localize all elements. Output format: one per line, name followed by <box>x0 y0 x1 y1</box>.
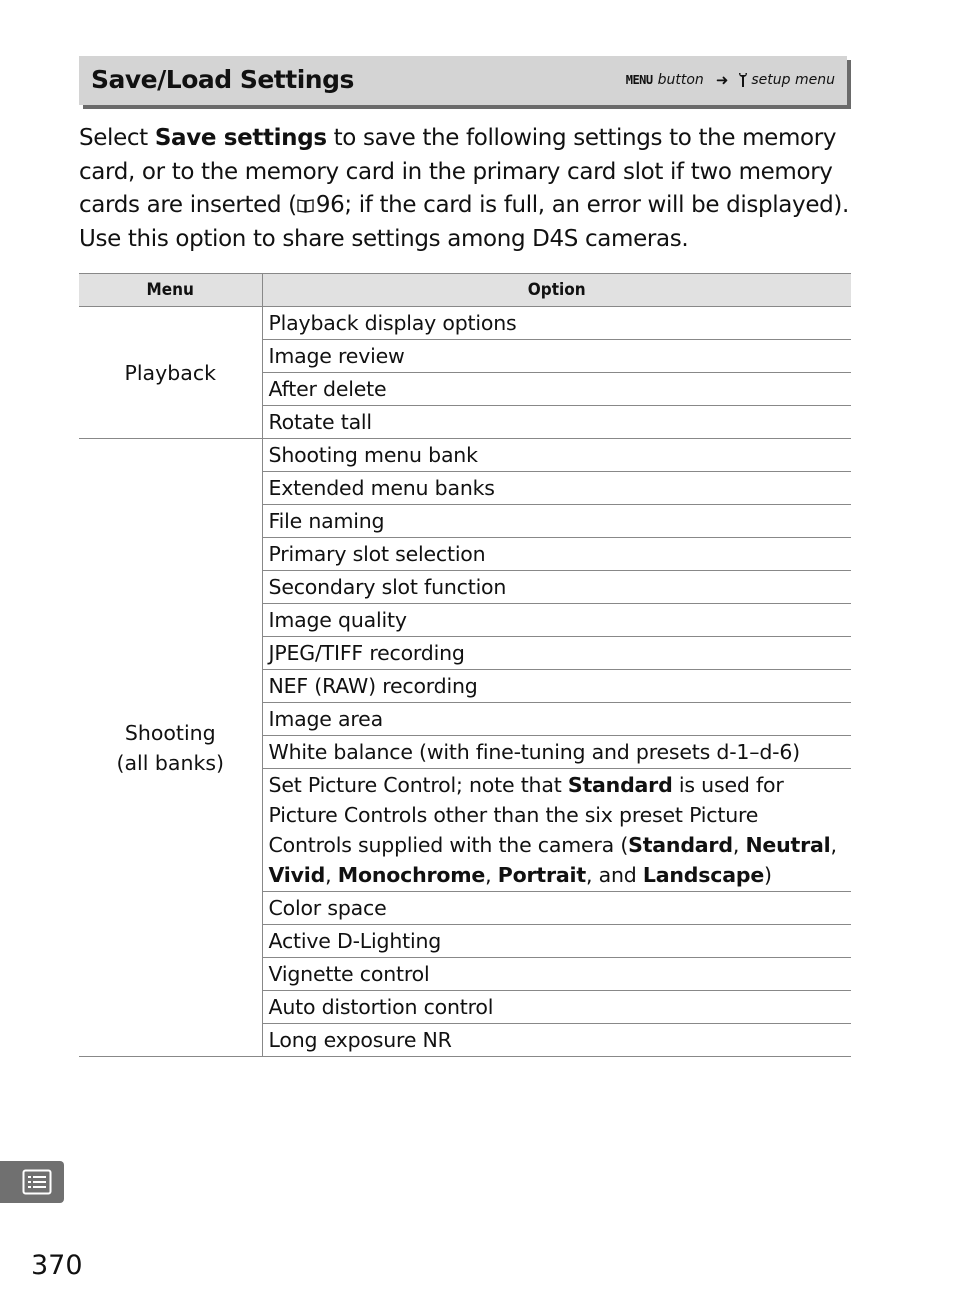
table-header-row <box>79 274 851 307</box>
option-separator: , <box>732 833 746 857</box>
option-separator: , <box>830 833 837 857</box>
option-cell: Vignette control <box>262 958 851 991</box>
option-cell: White balance (with fine-tuning and presets d-1–d-6) <box>262 736 851 769</box>
option-cell-picture-control <box>262 769 851 892</box>
option-separator: , <box>485 863 498 887</box>
option-cell: JPEG/TIFF recording <box>262 637 851 670</box>
option-bold-text: Standard <box>567 773 673 797</box>
arrow-right-icon: ➜ <box>715 71 729 89</box>
section-header <box>79 56 847 105</box>
menu-cell-shooting <box>79 439 262 1057</box>
option-text: Set Picture Control; note that <box>268 773 568 797</box>
breadcrumb <box>626 71 835 89</box>
option-separator: , <box>325 863 338 887</box>
option-cell: After delete <box>262 373 851 406</box>
option-bold-text: Vivid <box>268 863 326 887</box>
option-cell: Image area <box>262 703 851 736</box>
intro-text: ; if the card is full, an error will be displayed). Use this option to share settings among D4S cameras. <box>79 192 849 252</box>
option-cell: Active D-Lighting <box>262 925 851 958</box>
breadcrumb-button-text: button <box>657 72 704 88</box>
option-cell: Extended menu banks <box>262 472 851 505</box>
column-header-option: Option <box>262 274 851 307</box>
option-cell: NEF (RAW) recording <box>262 670 851 703</box>
column-header-menu: Menu <box>79 274 262 307</box>
option-cell: File naming <box>262 505 851 538</box>
intro-bold-text: Save settings <box>154 125 327 151</box>
option-cell: Primary slot selection <box>262 538 851 571</box>
book-reference-icon <box>297 198 314 213</box>
option-cell: Long exposure NR <box>262 1024 851 1057</box>
intro-text: Select <box>79 125 155 151</box>
option-cell: Color space <box>262 892 851 925</box>
option-bold-text: Neutral <box>745 833 831 857</box>
menu-cell-shooting-line2: (all banks) <box>116 750 225 775</box>
option-separator: , and <box>585 863 643 887</box>
page-number: 370 <box>31 1250 83 1281</box>
option-bold-text: Portrait <box>497 863 586 887</box>
intro-text: to save the following settings to the memory card, or to the memory card in the primary card slot if two memory cards are inserted ( <box>79 125 837 218</box>
menu-button-label: MENU <box>625 73 653 87</box>
menu-guide-tab[interactable] <box>0 1161 64 1203</box>
option-cell: Image quality <box>262 604 851 637</box>
option-bold-text: Monochrome <box>337 863 486 887</box>
option-cell: Rotate tall <box>262 406 851 439</box>
option-bold-text: Standard <box>628 833 733 857</box>
page-title: Save/Load Settings <box>91 65 354 94</box>
option-cell: Auto distortion control <box>262 991 851 1024</box>
option-cell: Secondary slot function <box>262 571 851 604</box>
option-bold-text: Landscape <box>642 863 765 887</box>
settings-table <box>79 273 851 1057</box>
menu-list-icon <box>22 1169 52 1195</box>
table-row <box>79 439 851 472</box>
table-row <box>79 307 851 340</box>
intro-paragraph <box>79 122 854 256</box>
wrench-icon <box>738 72 748 88</box>
menu-cell-shooting-line1: Shooting <box>124 720 216 745</box>
breadcrumb-destination: setup menu <box>751 72 835 88</box>
menu-cell-playback: Playback <box>79 307 262 439</box>
page-reference-link[interactable]: 96 <box>315 192 345 218</box>
option-text: ) <box>764 863 772 887</box>
option-cell: Shooting menu bank <box>262 439 851 472</box>
option-cell: Image review <box>262 340 851 373</box>
option-cell: Playback display options <box>262 307 851 340</box>
option-text: is used for Picture Controls other than the six preset Picture Controls supplied with the camera ( <box>268 773 784 857</box>
